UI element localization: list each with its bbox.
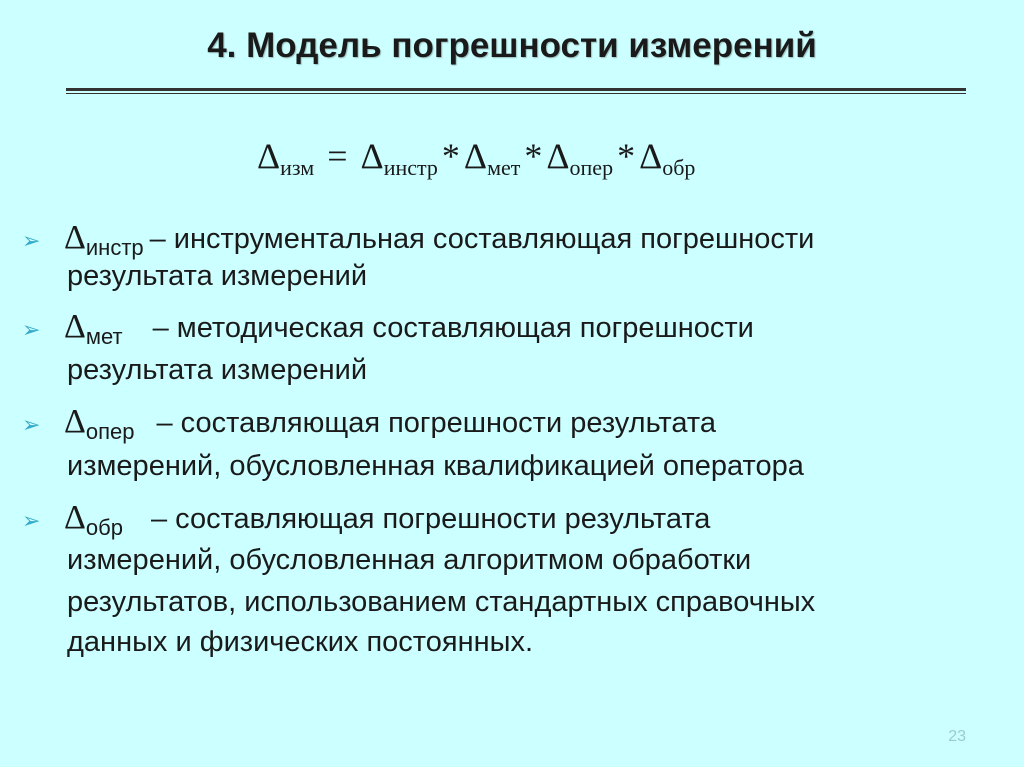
list-item-continuation: результатов, использованием стандартных справочных (67, 586, 816, 618)
formula-sub-instr: инстр (383, 155, 438, 180)
slide-title: 4. Модель погрешности измерений (207, 26, 817, 65)
item-subscript: обр (85, 515, 123, 540)
list-item-head (64, 499, 711, 540)
arrow-bullet-icon: ➢ (22, 508, 41, 533)
delta-symbol: Δ (639, 136, 663, 176)
formula-sub-obr: обр (662, 155, 696, 180)
list-item-head (64, 403, 716, 444)
delta-symbol: Δ (463, 136, 488, 176)
formula-sub-izm: изм (280, 155, 315, 180)
error-model-formula (257, 136, 696, 180)
list-item-continuation: данных и физических постоянных. (67, 626, 534, 658)
times-sign: * (524, 136, 543, 176)
title-divider (66, 88, 966, 94)
item-description: – составляющая погрешности результата (156, 407, 716, 439)
item-subscript: опер (85, 419, 135, 444)
arrow-bullet-icon: ➢ (22, 317, 41, 342)
times-sign: * (617, 136, 636, 176)
delta-symbol: Δ (64, 308, 86, 345)
item-subscript: инстр (85, 235, 144, 260)
arrow-bullet-icon: ➢ (22, 228, 41, 253)
arrow-bullet-icon: ➢ (22, 412, 41, 437)
item-description: – составляющая погрешности результата (150, 503, 711, 535)
delta-symbol: Δ (360, 136, 384, 176)
list-item-continuation: результата измерений (67, 354, 368, 386)
list-item-head (64, 308, 754, 349)
delta-symbol: Δ (64, 219, 86, 256)
delta-symbol: Δ (546, 136, 570, 176)
times-sign: * (441, 136, 460, 176)
delta-symbol: Δ (64, 499, 86, 536)
delta-symbol: Δ (64, 403, 86, 440)
item-subscript: мет (85, 324, 123, 349)
list-item-head (64, 219, 815, 260)
list-item-continuation: измерений, обусловленная квалификацией оператора (67, 450, 804, 482)
item-description: – инструментальная составляющая погрешности (149, 223, 815, 255)
list-item-continuation: измерений, обусловленная алгоритмом обработки (67, 544, 752, 576)
formula-sub-oper: опер (569, 155, 614, 180)
list-item-continuation: результата измерений (67, 260, 368, 292)
equals-sign: = (327, 136, 348, 176)
item-description: – методическая составляющая погрешности (152, 312, 754, 344)
page-number: 23 (948, 728, 966, 745)
delta-symbol: Δ (257, 136, 281, 176)
formula-sub-met: мет (487, 155, 521, 180)
